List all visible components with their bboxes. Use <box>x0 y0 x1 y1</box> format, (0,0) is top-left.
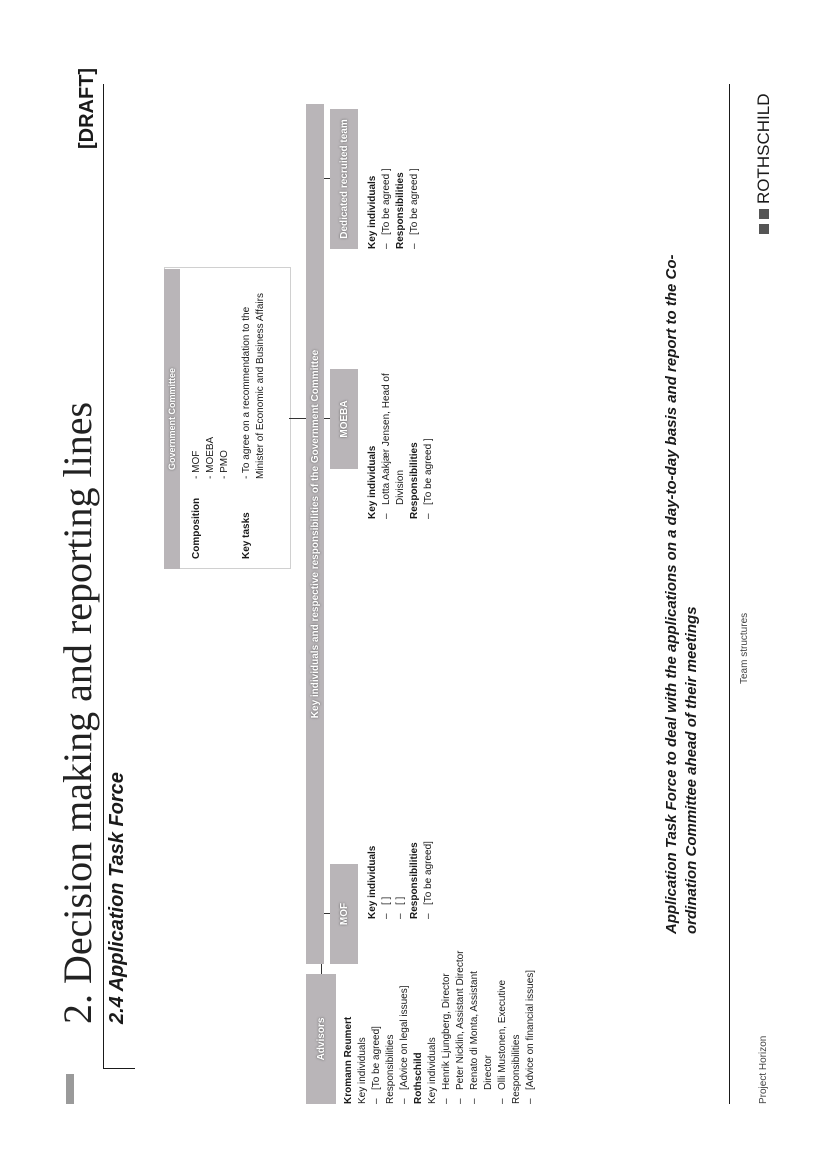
list-item: – [ ] <box>394 759 408 919</box>
mof-resp-list <box>422 759 436 919</box>
team-resp-list <box>408 99 422 249</box>
footer-section: Team structures <box>739 612 750 684</box>
corner-mark <box>66 1074 74 1104</box>
moeba-resp-list <box>422 344 436 519</box>
firm1-name: Kromann Reumert <box>343 1016 354 1104</box>
firm2-name: Rothschild <box>413 1052 424 1104</box>
list-item: – [ ] <box>380 759 394 919</box>
moeba-box: MOEBA <box>330 369 358 469</box>
conclusion-text: Application Task Force to deal with the applications on a day-to-day basis and report to the Co-ordination Committee ahead of their meetings <box>663 254 700 934</box>
rothschild-logo <box>754 93 774 234</box>
composition-item: - MOEBA <box>205 436 216 479</box>
list-item: – [To be agreed ] <box>380 99 394 249</box>
list-item: – [To be agreed] <box>422 759 436 919</box>
firm1-key-list <box>370 934 384 1104</box>
footer-rule <box>729 84 730 1104</box>
composition-label: Composition <box>191 497 202 559</box>
team-key-label: Key individuals <box>367 175 378 249</box>
list-item: – [To be agreed ] <box>422 344 436 519</box>
team-resp-label: Responsibilities <box>395 172 406 249</box>
logo-square-icon <box>759 209 769 219</box>
moeba-detail <box>366 344 436 519</box>
firm1-key-label: Key individuals <box>357 1037 368 1104</box>
government-committee-header: Government Committee <box>164 269 180 569</box>
logo-square-icon <box>759 224 769 234</box>
mof-key-label: Key individuals <box>367 845 378 919</box>
list-item: – [To be agreed] <box>370 934 384 1104</box>
title-rule <box>103 84 104 1069</box>
page-subtitle: 2.4 Application Task Force <box>106 772 128 1024</box>
moeba-key-label: Key individuals <box>367 445 378 519</box>
slide <box>44 64 784 1104</box>
list-item: – Lotta Aakjær Jensen, Head of Division <box>380 344 408 519</box>
list-item: – [Advice on legal issues] <box>398 934 412 1104</box>
firm1-resp-label: Responsibilities <box>385 1034 396 1104</box>
responsibilities-banner: Key individuals and respective responsibilities of the Government Committee <box>306 104 324 964</box>
composition-item: - MOF <box>191 450 202 479</box>
draft-label: [DRAFT] <box>76 67 98 149</box>
list-item: – [To be agreed ] <box>408 99 422 249</box>
advisors-box: Advisors <box>306 974 336 1104</box>
firm1-resp-list <box>398 934 412 1104</box>
list-item: – Renato di Monta, Assistant Director <box>468 934 496 1104</box>
mof-box: MOF <box>330 864 358 964</box>
list-item: – Henrik Ljungberg, Director <box>440 934 454 1104</box>
connector-line <box>289 418 306 419</box>
moeba-resp-label: Responsibilities <box>409 442 420 519</box>
mof-resp-label: Responsibilities <box>409 842 420 919</box>
list-item: – Peter Nicklin, Assistant Director <box>454 934 468 1104</box>
key-tasks-label: Key tasks <box>241 512 252 559</box>
firm2-resp-label: Responsibilities <box>511 1034 522 1104</box>
firm2-resp-list <box>524 934 538 1104</box>
advisors-detail <box>342 934 538 1104</box>
dedicated-team-box: Dedicated recruited team <box>330 109 358 249</box>
composition-item: - PMO <box>219 450 230 479</box>
government-committee-panel <box>164 267 291 569</box>
firm2-key-list <box>440 934 510 1104</box>
list-item: – [Advice on financial issues] <box>524 934 538 1104</box>
logo-text: ROTHSCHILD <box>754 93 773 204</box>
team-key-list <box>380 99 394 249</box>
list-item: – Olli Mustonen, Executive <box>496 934 510 1104</box>
mof-key-list <box>380 759 408 919</box>
mof-detail <box>366 759 436 919</box>
team-detail <box>366 99 422 249</box>
firm2-key-label: Key individuals <box>427 1037 438 1104</box>
title-rule-tick <box>103 1068 135 1069</box>
moeba-key-list <box>380 344 408 519</box>
page-title: 2. Decision making and reporting lines <box>55 401 100 1024</box>
connector-line <box>321 964 322 974</box>
key-tasks-text: - To agree on a recommendation to the Minister of Economic and Business Affairs <box>241 292 266 479</box>
footer-project: Project Horizon <box>758 1035 769 1104</box>
